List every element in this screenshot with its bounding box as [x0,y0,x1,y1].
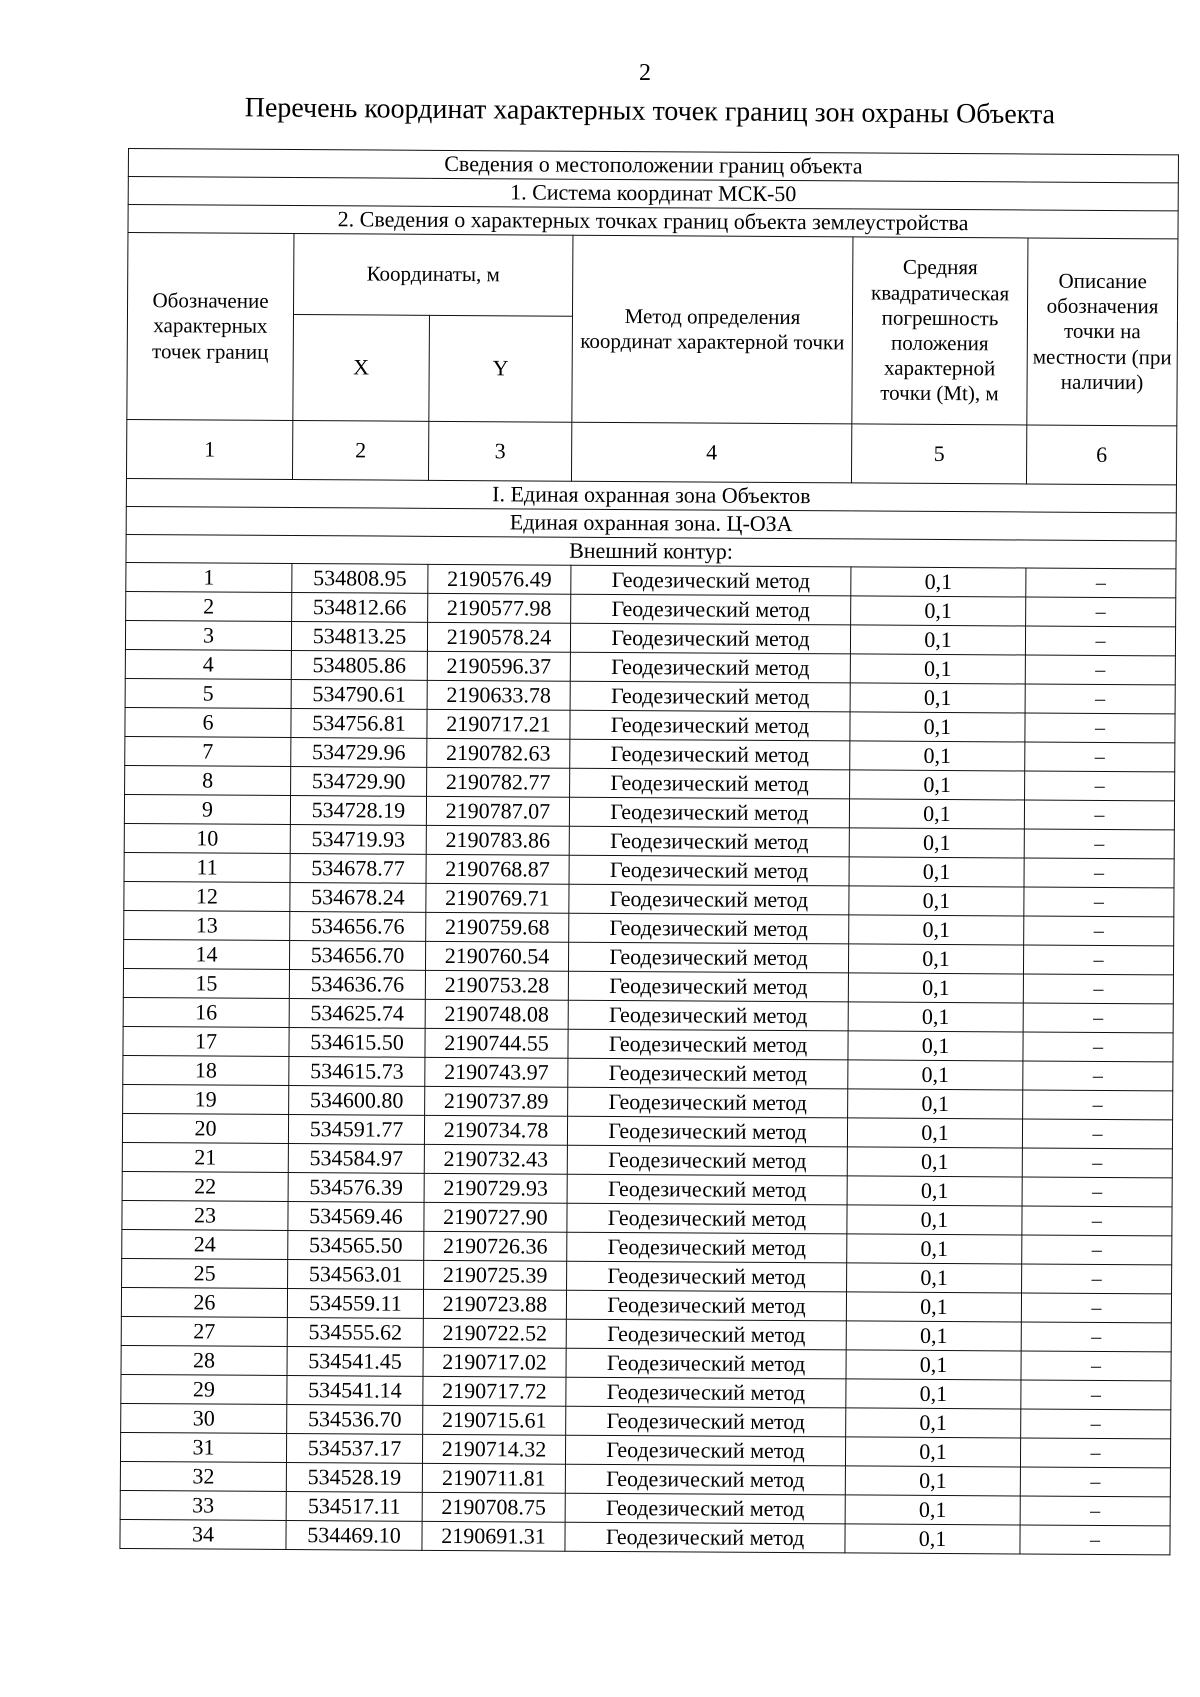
coord-x-cell: 534569.46 [288,1201,424,1231]
method-cell: Геодезический метод [570,739,850,770]
header-y: Y [429,315,573,422]
point-number-cell: 22 [122,1171,288,1201]
point-number-cell: 12 [124,881,290,911]
description-cell: – [1026,597,1176,627]
coord-y-cell: 2190715.61 [423,1405,566,1435]
mean-error-cell: 0,1 [847,1176,1022,1206]
point-number-cell: 8 [125,765,291,795]
method-cell: Геодезический метод [568,1058,848,1089]
mean-error-cell: 0,1 [847,1118,1022,1148]
coord-x-cell: 534625.74 [289,999,425,1029]
method-cell: Геодезический метод [566,1377,846,1408]
method-cell: Геодезический метод [565,1493,845,1524]
point-number-cell: 11 [124,852,290,882]
coord-y-cell: 2190748.08 [425,999,568,1029]
description-cell: – [1022,1235,1172,1265]
point-number-cell: 2 [126,591,292,621]
mean-error-cell: 0,1 [848,1060,1023,1090]
description-cell: – [1022,1264,1172,1294]
coord-y-cell: 2190691.31 [422,1521,565,1551]
coord-x-cell: 534565.50 [288,1230,424,1260]
coord-y-cell: 2190708.75 [422,1492,565,1522]
coord-y-cell: 2190768.87 [426,854,569,884]
coord-x-cell: 534615.50 [289,1028,425,1058]
point-number-cell: 19 [123,1084,289,1114]
point-number-cell: 1 [126,562,292,592]
method-cell: Геодезический метод [568,942,848,973]
method-cell: Геодезический метод [569,913,849,944]
mean-error-cell: 0,1 [849,828,1024,858]
method-cell: Геодезический метод [570,623,850,654]
header-description: Описание обозначения точки на местности (при наличии) [1027,238,1178,426]
description-cell: – [1025,771,1175,801]
coord-y-cell: 2190722.52 [423,1318,566,1348]
coord-x-cell: 534656.70 [289,941,425,971]
coord-x-cell: 534563.01 [288,1259,424,1289]
coord-x-cell: 534678.77 [290,854,426,884]
coord-x-cell: 534790.61 [291,680,427,710]
header-coordinates: Координаты, м [293,234,572,317]
coord-y-cell: 2190782.77 [427,767,570,797]
point-number-cell: 15 [123,968,289,998]
coord-x-cell: 534812.66 [292,593,428,623]
method-cell: Геодезический метод [571,594,851,625]
point-number-cell: 26 [121,1287,287,1317]
description-cell: – [1021,1380,1171,1410]
mean-error-cell: 0,1 [848,1002,1023,1032]
description-cell: – [1025,742,1175,772]
coord-y-cell: 2190734.78 [424,1115,567,1145]
coordinates-table [119,148,1179,1555]
point-number-cell: 5 [125,678,291,708]
description-cell: – [1024,858,1174,888]
point-number-cell: 6 [125,707,291,737]
description-cell: – [1020,1525,1170,1555]
method-cell: Геодезический метод [570,652,850,683]
point-number-cell: 16 [123,997,289,1027]
point-number-cell: 31 [120,1432,286,1462]
coord-x-cell: 534678.24 [290,883,426,913]
coord-x-cell: 534517.11 [286,1491,422,1521]
mean-error-cell: 0,1 [848,1089,1023,1119]
mean-error-cell: 0,1 [846,1408,1021,1438]
mean-error-cell: 0,1 [848,973,1023,1003]
coord-x-cell: 534555.62 [287,1317,423,1347]
description-cell: – [1023,1032,1173,1062]
point-number-cell: 30 [121,1403,287,1433]
coord-x-cell: 534591.77 [288,1114,424,1144]
banner-characteristic-points: 2. Сведения о характерных точках границ объекта землеустройства [128,205,1178,239]
description-cell: – [1021,1293,1171,1323]
description-cell: – [1023,1003,1173,1033]
point-number-cell: 17 [123,1026,289,1056]
coord-y-cell: 2190596.37 [427,651,570,681]
column-number: 3 [428,421,571,481]
coord-y-cell: 2190576.49 [428,564,571,594]
method-cell: Геодезический метод [568,971,848,1002]
mean-error-cell: 0,1 [850,741,1025,771]
coord-y-cell: 2190727.90 [424,1202,567,1232]
coord-x-cell: 534656.76 [290,912,426,942]
method-cell: Геодезический метод [566,1348,846,1379]
description-cell: – [1020,1438,1170,1468]
coord-x-cell: 534559.11 [287,1288,423,1318]
point-number-cell: 25 [122,1258,288,1288]
section-outer-contour: Внешний контур: [126,534,1176,568]
coord-y-cell: 2190783.86 [426,825,569,855]
method-cell: Геодезический метод [565,1464,845,1495]
description-cell: – [1021,1351,1171,1381]
mean-error-cell: 0,1 [850,683,1025,713]
coord-x-cell: 534719.93 [290,825,426,855]
coord-y-cell: 2190711.81 [422,1463,565,1493]
mean-error-cell: 0,1 [847,1234,1022,1264]
method-cell: Геодезический метод [566,1319,846,1350]
coord-y-cell: 2190769.71 [426,883,569,913]
method-cell: Геодезический метод [567,1145,847,1176]
method-cell: Геодезический метод [567,1174,847,1205]
header-method: Метод определения координат характерной точки [572,235,853,424]
method-cell: Геодезический метод [567,1232,847,1263]
method-cell: Геодезический метод [566,1290,846,1321]
method-cell: Геодезический метод [568,1000,848,1031]
column-number: 2 [292,421,428,481]
coord-x-cell: 534729.90 [291,767,427,797]
description-cell: – [1022,1206,1172,1236]
coord-y-cell: 2190759.68 [426,912,569,942]
description-cell: – [1023,945,1173,975]
mean-error-cell: 0,1 [848,944,1023,974]
method-cell: Геодезический метод [568,1087,848,1118]
coord-y-cell: 2190723.88 [423,1289,566,1319]
description-cell: – [1022,1119,1172,1149]
coord-x-cell: 534584.97 [288,1143,424,1173]
coord-x-cell: 534615.73 [289,1057,425,1087]
point-number-cell: 28 [121,1345,287,1375]
banner-coordinate-system: 1. Система координат МСК-50 [128,177,1178,211]
description-cell: – [1025,684,1175,714]
coord-y-cell: 2190633.78 [427,680,570,710]
point-number-cell: 3 [125,620,291,650]
mean-error-cell: 0,1 [849,857,1024,887]
coord-x-cell: 534536.70 [287,1404,423,1434]
point-number-cell: 18 [123,1055,289,1085]
column-numbers-row [126,419,1176,484]
mean-error-cell: 0,1 [849,799,1024,829]
method-cell: Геодезический метод [565,1435,845,1466]
mean-error-cell: 0,1 [845,1437,1020,1467]
mean-error-cell: 0,1 [851,596,1026,626]
mean-error-cell: 0,1 [849,915,1024,945]
method-cell: Геодезический метод [569,855,849,886]
description-cell: – [1020,1496,1170,1526]
coord-y-cell: 2190787.07 [426,796,569,826]
table-row [120,1519,1170,1554]
coord-y-cell: 2190729.93 [424,1173,567,1203]
point-number-cell: 20 [122,1113,288,1143]
mean-error-cell: 0,1 [845,1466,1020,1496]
method-cell: Геодезический метод [568,1029,848,1060]
column-number: 4 [571,422,851,483]
method-cell: Геодезический метод [569,826,849,857]
column-number: 1 [126,419,292,479]
table-header-row [127,233,1177,320]
point-number-cell: 7 [125,736,291,766]
coord-y-cell: 2190717.21 [427,709,570,739]
coord-y-cell: 2190717.02 [423,1347,566,1377]
mean-error-cell: 0,1 [845,1524,1020,1554]
method-cell: Геодезический метод [570,710,850,741]
point-number-cell: 23 [122,1200,288,1230]
coord-x-cell: 534756.81 [291,709,427,739]
mean-error-cell: 0,1 [850,770,1025,800]
coord-y-cell: 2190743.97 [425,1057,568,1087]
description-cell: – [1025,655,1175,685]
point-number-cell: 4 [125,649,291,679]
method-cell: Геодезический метод [570,681,850,712]
point-number-cell: 27 [121,1316,287,1346]
description-cell: – [1024,829,1174,859]
banner-location-info: Сведения о местоположении границ объекта [128,149,1178,183]
coord-x-cell: 534728.19 [290,796,426,826]
point-number-cell: 34 [120,1519,286,1549]
description-cell: – [1022,1148,1172,1178]
method-cell: Геодезический метод [570,768,850,799]
column-number: 6 [1026,425,1176,485]
description-cell: – [1026,568,1176,598]
coord-x-cell: 534729.96 [291,738,427,768]
coord-x-cell: 534528.19 [286,1462,422,1492]
method-cell: Геодезический метод [567,1261,847,1292]
page-number: 2 [639,60,651,86]
coord-y-cell: 2190726.36 [424,1231,567,1261]
point-number-cell: 32 [120,1461,286,1491]
coord-x-cell: 534576.39 [288,1172,424,1202]
coordinates-table-wrapper [119,148,1178,1555]
coord-x-cell: 534808.95 [292,564,428,594]
point-number-cell: 24 [122,1229,288,1259]
method-cell: Геодезический метод [569,797,849,828]
mean-error-cell: 0,1 [846,1321,1021,1351]
coord-y-cell: 2190577.98 [428,593,571,623]
coord-y-cell: 2190744.55 [425,1028,568,1058]
point-number-cell: 21 [122,1142,288,1172]
column-number: 5 [851,424,1026,484]
description-cell: – [1024,916,1174,946]
description-cell: – [1023,974,1173,1004]
coord-x-cell: 534813.25 [291,622,427,652]
section-unified-zone: I. Единая охранная зона Объектов [126,478,1176,512]
header-point-designation: Обозначение характерных точек границ [127,233,294,421]
description-cell: – [1025,626,1175,656]
mean-error-cell: 0,1 [847,1205,1022,1235]
description-cell: – [1021,1322,1171,1352]
header-x: X [293,315,430,422]
mean-error-cell: 0,1 [847,1263,1022,1293]
description-cell: – [1020,1467,1170,1497]
description-cell: – [1024,887,1174,917]
point-number-cell: 9 [124,794,290,824]
point-number-cell: 14 [123,939,289,969]
mean-error-cell: 0,1 [850,654,1025,684]
coord-y-cell: 2190760.54 [425,941,568,971]
description-cell: – [1025,713,1175,743]
coord-x-cell: 534600.80 [289,1085,425,1115]
coord-y-cell: 2190717.72 [423,1376,566,1406]
coord-y-cell: 2190753.28 [425,970,568,1000]
method-cell: Геодезический метод [567,1116,847,1147]
point-number-cell: 13 [124,910,290,940]
description-cell: – [1023,1061,1173,1091]
mean-error-cell: 0,1 [846,1350,1021,1380]
mean-error-cell: 0,1 [848,1031,1023,1061]
page-title: Перечень координат характерных точек границ зон охраны Объекта [244,92,1056,131]
coord-x-cell: 534541.14 [287,1375,423,1405]
mean-error-cell: 0,1 [850,625,1025,655]
description-cell: – [1022,1177,1172,1207]
header-mean-error: Средняя квадратическая погрешность положения характерной точки (Mt), м [852,237,1028,425]
method-cell: Геодезический метод [571,565,851,596]
method-cell: Геодезический метод [565,1522,845,1553]
coord-x-cell: 534537.17 [286,1433,422,1463]
coord-y-cell: 2190714.32 [422,1434,565,1464]
mean-error-cell: 0,1 [849,886,1024,916]
mean-error-cell: 0,1 [850,712,1025,742]
mean-error-cell: 0,1 [845,1495,1020,1525]
method-cell: Геодезический метод [569,884,849,915]
mean-error-cell: 0,1 [846,1379,1021,1409]
coord-y-cell: 2190578.24 [427,622,570,652]
point-number-cell: 29 [121,1374,287,1404]
coord-y-cell: 2190737.89 [425,1086,568,1116]
method-cell: Геодезический метод [567,1203,847,1234]
coord-x-cell: 534636.76 [289,970,425,1000]
coord-x-cell: 534805.86 [291,651,427,681]
section-zone-name: Единая охранная зона. Ц-ОЗА [126,506,1176,540]
mean-error-cell: 0,1 [846,1292,1021,1322]
point-number-cell: 10 [124,823,290,853]
coord-y-cell: 2190782.63 [427,738,570,768]
description-cell: – [1021,1409,1171,1439]
mean-error-cell: 0,1 [847,1147,1022,1177]
description-cell: – [1023,1090,1173,1120]
method-cell: Геодезический метод [566,1406,846,1437]
mean-error-cell: 0,1 [851,567,1026,597]
coord-y-cell: 2190725.39 [424,1260,567,1290]
coord-y-cell: 2190732.43 [424,1144,567,1174]
coord-x-cell: 534469.10 [286,1520,422,1550]
point-number-cell: 33 [120,1490,286,1520]
coord-x-cell: 534541.45 [287,1346,423,1376]
description-cell: – [1024,800,1174,830]
